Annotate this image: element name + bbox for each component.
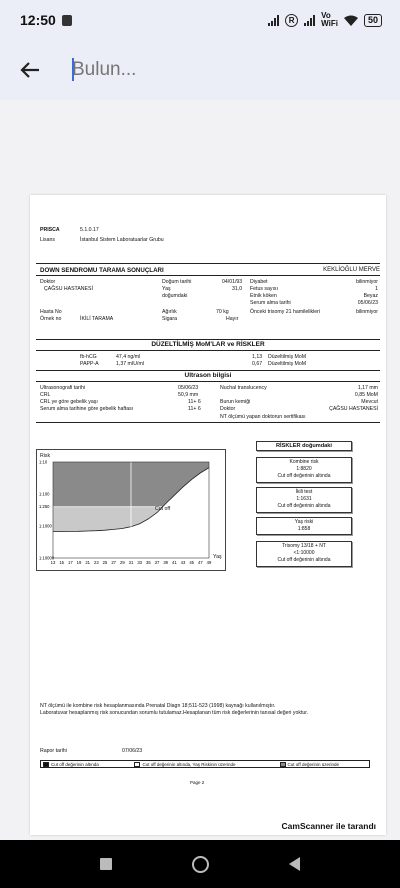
recents-button[interactable] (100, 858, 112, 870)
risks-title: RİSKLER doğumdaki (256, 441, 352, 451)
burun-label: Burun kemiği (220, 399, 251, 405)
home-button[interactable] (192, 856, 209, 873)
hospital: ÇAĞSU HASTANESİ (44, 286, 93, 292)
marker-mom: 0,67 (252, 361, 263, 367)
ornek-no: İKİLİ TARAMA (80, 316, 114, 322)
yas: 31,0 (232, 286, 243, 292)
navigation-bar (0, 840, 400, 888)
footnote-2: Laboratuvar hesaplanmış risk sonucundan sorumlu tutulamaz.Hesaplanan tüm risk değerlerinin tanısal değeri yoktur. (40, 710, 309, 716)
doktor2-label: Doktor (220, 406, 236, 412)
mom-title: DÜZELTİLMİŞ MoM'LAR ve RİSKLER (151, 341, 265, 348)
search-input[interactable] (72, 59, 352, 81)
ultrason-title: Ultrason bilgisi (184, 372, 232, 379)
nav-back-button[interactable] (289, 857, 300, 871)
risk-chart-svg (37, 450, 227, 572)
x-tick-label: 13 (50, 560, 56, 565)
risk-box: Yaş riski 1:858 (256, 517, 352, 535)
signal-1-icon (268, 15, 279, 26)
serum-label: Serum alma tarihi (250, 300, 291, 306)
trisomy-label: Önceki trisomy 21 hamilelikleri (250, 309, 321, 315)
patient-name: KEKLİOĞLU MERVE (323, 267, 380, 273)
x-tick-label: 21 (85, 560, 91, 565)
document-viewer[interactable] (0, 100, 400, 840)
etnik-label: Etnik köken (250, 293, 277, 299)
x-tick-label: 41 (171, 560, 177, 565)
y-tick-label: 1:100 (39, 491, 50, 497)
x-tick-label: 19 (76, 560, 82, 565)
risk-box: İkili test 1:1631 Cut off değerinin altında (256, 487, 352, 513)
crl: 50,9 mm (178, 392, 199, 398)
fetus-label: Fetus sayısı (250, 286, 278, 292)
x-tick-label: 39 (163, 560, 169, 565)
rapor-label: Rapor tarihi (40, 748, 67, 754)
ornek-no-label: Örnek no (40, 316, 62, 322)
marker-value: 1,37 mIU/ml (116, 361, 144, 367)
x-tick-label: 37 (154, 560, 160, 565)
camscanner-watermark: CamScanner ile tarandı (281, 821, 376, 831)
chart-ylabel: Risk (40, 453, 51, 459)
diyabet-label: Diyabet (250, 279, 268, 285)
agirlik-label: Ağırlık (162, 309, 177, 315)
crl-label: CRL (40, 392, 51, 398)
y-tick-label: 1:250 (39, 504, 50, 510)
app-notification-icon (62, 15, 72, 26)
version: 5.1.0.17 (80, 227, 99, 233)
status-bar (0, 0, 400, 40)
back-button[interactable] (0, 40, 60, 100)
x-tick-label: 29 (119, 560, 125, 565)
nuchal-mom: 0,85 MoM (354, 392, 378, 398)
x-tick-label: 31 (128, 560, 134, 565)
etnik: Beyaz (363, 293, 378, 299)
x-tick-label: 47 (197, 560, 203, 565)
x-tick-label: 15 (59, 560, 65, 565)
battery-icon: 50 (364, 14, 382, 27)
marker-mom-label: Düzeltilmiş MoM (268, 354, 307, 360)
x-tick-label: 17 (67, 560, 73, 565)
wifi-icon (344, 15, 358, 26)
y-tick-label: 1:1000 (39, 523, 52, 529)
doktor2: ÇAĞSU HASTANESİ (329, 406, 378, 412)
us-tarih: 05/06/23 (178, 385, 199, 391)
dogum-tarihi-label: Doğum tarihi (162, 279, 192, 285)
legend-item: Cut off değerinin altında, Yaş Riskinin üzerinde (132, 762, 277, 767)
trisomy: bilinmiyor (356, 309, 378, 315)
x-tick-label: 43 (180, 560, 186, 565)
roaming-icon: R (285, 14, 298, 27)
legend (40, 760, 370, 768)
risk-box: Kombine risk 1:8820 Cut off değerinin altında (256, 457, 352, 483)
lisans-value: İstanbul Sistem Laboratuarlar Grubu (80, 237, 164, 243)
yas-label: Yaş (162, 286, 171, 292)
status-icons (268, 12, 382, 28)
dogum-tarihi: 04/01/93 (222, 279, 243, 285)
nt-sertifika: NT ölçümü yapan doktorun sertifikası (220, 414, 306, 420)
document-page (30, 195, 386, 835)
nuchal-label: Nuchal translucency (220, 385, 267, 391)
legend-item: Cut off değerinin altında (41, 762, 132, 767)
y-tick-label: 1:10000 (39, 555, 55, 561)
risk-chart (36, 449, 226, 571)
x-tick-label: 25 (102, 560, 108, 565)
hasta-no-label: Hasta No (40, 309, 62, 315)
section-title: DOWN SENDROMU TARAMA SONUÇLARI (40, 267, 164, 274)
crl-gebelik-label: CRL ye göre gebelik yaşı (40, 399, 98, 405)
dogumdaki-label: doğumdaki (162, 293, 188, 299)
x-tick-label: 49 (206, 560, 212, 565)
search-bar (0, 40, 400, 100)
marker-mom-label: Düzeltilmiş MoM (268, 361, 307, 367)
x-tick-label: 23 (93, 560, 99, 565)
lisans-label: Lisans (40, 237, 55, 243)
agirlik: 70 kg (216, 309, 229, 315)
back-arrow-icon (20, 61, 40, 79)
doktor-label: Doktor (40, 279, 56, 285)
us-tarih-label: Ultrasonografi tarihi (40, 385, 85, 391)
x-tick-label: 27 (111, 560, 117, 565)
nuchal: 1,17 mm (357, 385, 378, 391)
x-tick-label: 45 (189, 560, 195, 565)
footnote-1: NT ölçümü ile kombine risk hesaplanmasında Prenatal Diagn 18;511-523 (1998) kaynağı kullanılmıştır. (40, 703, 276, 709)
prisca-label: PRISCA (40, 227, 60, 233)
marker-name: fb-hCG (80, 354, 97, 360)
serum-gebelik: 11+ 6 (188, 406, 201, 412)
status-time: 12:50 (20, 12, 56, 28)
marker-mom: 1,13 (252, 354, 263, 360)
signal-2-icon (304, 15, 315, 26)
marker-name: PAPP-A (80, 361, 99, 367)
vowifi-icon: Vo WiFi (321, 11, 338, 28)
sigara-label: Sigara (162, 316, 177, 322)
serum: 05/06/23 (357, 300, 378, 306)
x-tick-label: 35 (145, 560, 151, 565)
diyabet: bilinmiyor (356, 279, 378, 285)
page-label: Page 2 (190, 780, 205, 785)
x-tick-label: 33 (137, 560, 143, 565)
serum-gebelik-label: Serum alma tarihine göre gebelik haftası (40, 406, 134, 412)
legend-item: Cut off değerinin üzerinde (278, 762, 369, 767)
sigara: Hayır (226, 316, 239, 322)
crl-gebelik: 11+ 6 (188, 399, 201, 405)
risk-box: Trisomy 13/18 + NT <1:10000 Cut off değerinin altında (256, 541, 352, 567)
burun: Mevcut (361, 399, 378, 405)
chart-cutoff-label: Cut off (155, 506, 171, 512)
text-cursor (72, 58, 74, 81)
y-tick-label: 1:10 (39, 459, 48, 465)
chart-xlabel: Yaş (213, 554, 222, 560)
marker-value: 47,4 ng/ml (116, 354, 141, 360)
rapor: 07/06/23 (122, 748, 143, 754)
fetus: 1 (375, 286, 378, 292)
